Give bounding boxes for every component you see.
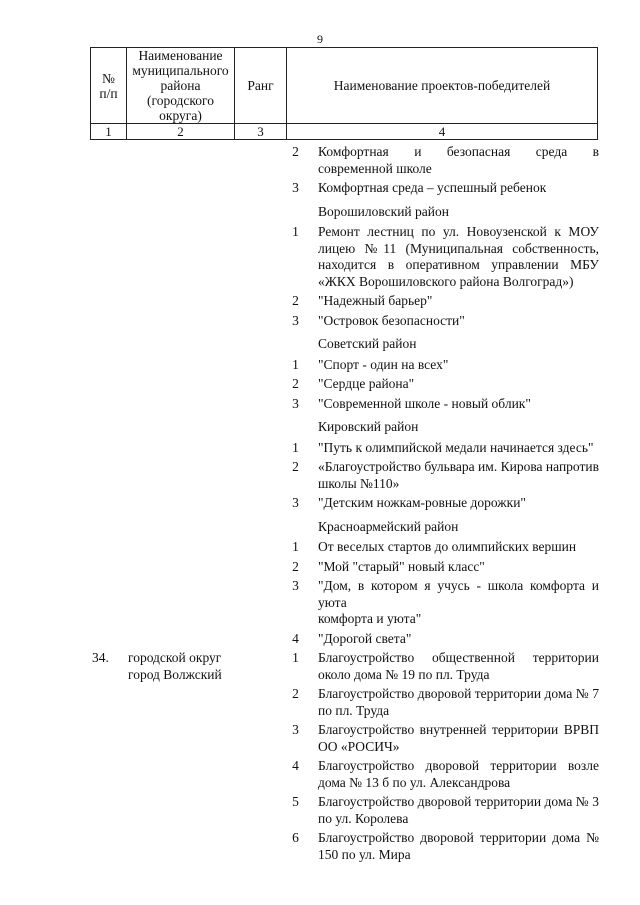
table-row	[90, 459, 597, 492]
district-line: городской округ	[128, 650, 222, 665]
project-line: "Дом, в котором я учусь - школа комфорта и уюта	[318, 578, 599, 610]
project-line: "Дорогой света"	[318, 630, 412, 646]
project-line: "Сердце района"	[318, 376, 415, 391]
table-row	[90, 758, 597, 791]
row-rank: 1	[292, 650, 299, 665]
row-rank: 3	[292, 722, 299, 737]
row-rank: 1	[292, 356, 299, 372]
table-row	[90, 396, 597, 413]
project-line: "Спорт - один на всех"	[318, 356, 449, 372]
section-title: Ворошиловский район	[318, 203, 449, 219]
table-row	[90, 631, 597, 648]
project-line: Комфортная и безопасная среда в	[318, 144, 599, 159]
table-row	[90, 376, 597, 393]
project-line: Благоустройство общественной территории около дома № 19 по пл. Труда	[318, 650, 599, 682]
project-line: Благоустройство дворовой территории дома № 7 по пл. Труда	[318, 686, 599, 718]
project-name	[318, 631, 599, 648]
table-row	[90, 539, 597, 556]
project-name	[318, 224, 599, 290]
project-line: "Островок безопасности"	[318, 312, 465, 328]
project-line: Ремонт лестниц по ул. Новоузенской к МОУ лицею №11 (Муниципальная собственность, находится в оперативном управлении МБУ «ЖКХ Ворошиловского района Волгоград»)	[318, 224, 599, 289]
project-name	[318, 830, 599, 863]
row-rank: 3	[292, 180, 299, 195]
project-name	[318, 578, 599, 628]
row-rank: 2	[292, 144, 299, 159]
row-rank: 2	[292, 686, 299, 701]
project-line: "Надежный барьер"	[318, 293, 433, 308]
row-rank: 2	[292, 459, 299, 474]
project-line: От веселых стартов до олимпийских вершин	[318, 539, 577, 554]
row-rank: 6	[292, 830, 299, 845]
project-name	[318, 144, 599, 177]
header-num-1: 1	[91, 124, 127, 140]
row-rank: 3	[292, 395, 299, 411]
project-line: современной школе	[318, 160, 432, 176]
section-row	[90, 419, 597, 436]
table-row	[90, 650, 597, 683]
project-name	[318, 396, 599, 413]
section-title: Кировский район	[318, 419, 419, 434]
table-header	[90, 47, 598, 140]
project-line: "Детским ножкам-ровные дорожки"	[318, 495, 526, 510]
project-name	[318, 495, 599, 512]
section-row	[90, 204, 597, 221]
table-body	[90, 141, 597, 863]
project-name	[318, 459, 599, 492]
row-rank: 4	[292, 630, 299, 646]
table-row	[90, 495, 597, 512]
table-row	[90, 144, 597, 177]
table-row	[90, 686, 597, 719]
project-name	[318, 180, 599, 197]
table-row	[90, 180, 597, 197]
project-name	[318, 686, 599, 719]
section-title: Красноармейский район	[318, 518, 459, 534]
project-name	[318, 539, 599, 556]
row-index: 34.	[92, 650, 109, 665]
project-line: Благоустройство дворовой территории возле дома № 13 б по ул. Александрова	[318, 758, 599, 790]
table-row	[90, 722, 597, 755]
project-line: "Мой "старый" новый класс"	[318, 558, 485, 574]
row-rank: 1	[292, 439, 299, 455]
table-row	[90, 559, 597, 576]
district-line: город Волжский	[128, 666, 222, 682]
row-rank: 2	[292, 558, 299, 574]
project-line: Комфортная среда – успешный ребенок	[318, 180, 547, 195]
row-rank: 1	[292, 224, 299, 239]
table-row	[90, 830, 597, 863]
project-name	[318, 794, 599, 827]
table-row	[90, 313, 597, 330]
project-name	[318, 440, 599, 457]
table-row	[90, 578, 597, 628]
header-col-number: № п/п	[91, 48, 127, 124]
project-name	[318, 559, 599, 576]
header-num-2: 2	[127, 124, 235, 140]
row-rank: 5	[292, 794, 299, 809]
header-num-3: 3	[235, 124, 287, 140]
page-number: 9	[317, 32, 323, 46]
row-rank: 3	[292, 312, 299, 328]
table-row	[90, 293, 597, 310]
section-row	[90, 519, 597, 536]
header-col-projects: Наименование проектов-победителей	[287, 48, 598, 124]
project-line: "Путь к олимпийской медали начинается здесь"	[318, 439, 594, 455]
project-name	[318, 357, 599, 374]
header-col-rank: Ранг	[235, 48, 287, 124]
row-rank: 1	[292, 539, 299, 554]
project-name	[318, 376, 599, 393]
project-line: Благоустройство дворовой территории дома № 150 по ул. Мира	[318, 830, 599, 862]
project-name	[318, 722, 599, 755]
project-line: "Современной школе - новый облик"	[318, 395, 531, 411]
section-row	[90, 336, 597, 353]
table-row	[90, 357, 597, 374]
row-rank: 2	[292, 376, 299, 391]
project-name	[318, 650, 599, 683]
header-num-4: 4	[287, 124, 598, 140]
project-line: Благоустройство внутренней территории ВРВП ОО «РОСИЧ»	[318, 722, 599, 754]
header-col-district: Наименование муниципального района (городского округа)	[127, 48, 235, 124]
row-rank: 4	[292, 758, 299, 773]
table-row	[90, 794, 597, 827]
project-line: «Благоустройство бульвара им. Кирова напротив школы №110»	[318, 459, 599, 491]
table-row	[90, 224, 597, 290]
row-rank: 2	[292, 293, 299, 308]
project-name	[318, 313, 599, 330]
row-rank: 3	[292, 578, 299, 593]
row-district	[128, 650, 273, 683]
section-title: Советский район	[318, 336, 417, 351]
row-rank: 3	[292, 495, 299, 510]
project-name	[318, 293, 599, 310]
project-name	[318, 758, 599, 791]
project-line: Благоустройство дворовой территории дома № 3 по ул. Королева	[318, 794, 599, 826]
project-line: комфорта и уюта"	[318, 611, 422, 626]
table-row	[90, 440, 597, 457]
